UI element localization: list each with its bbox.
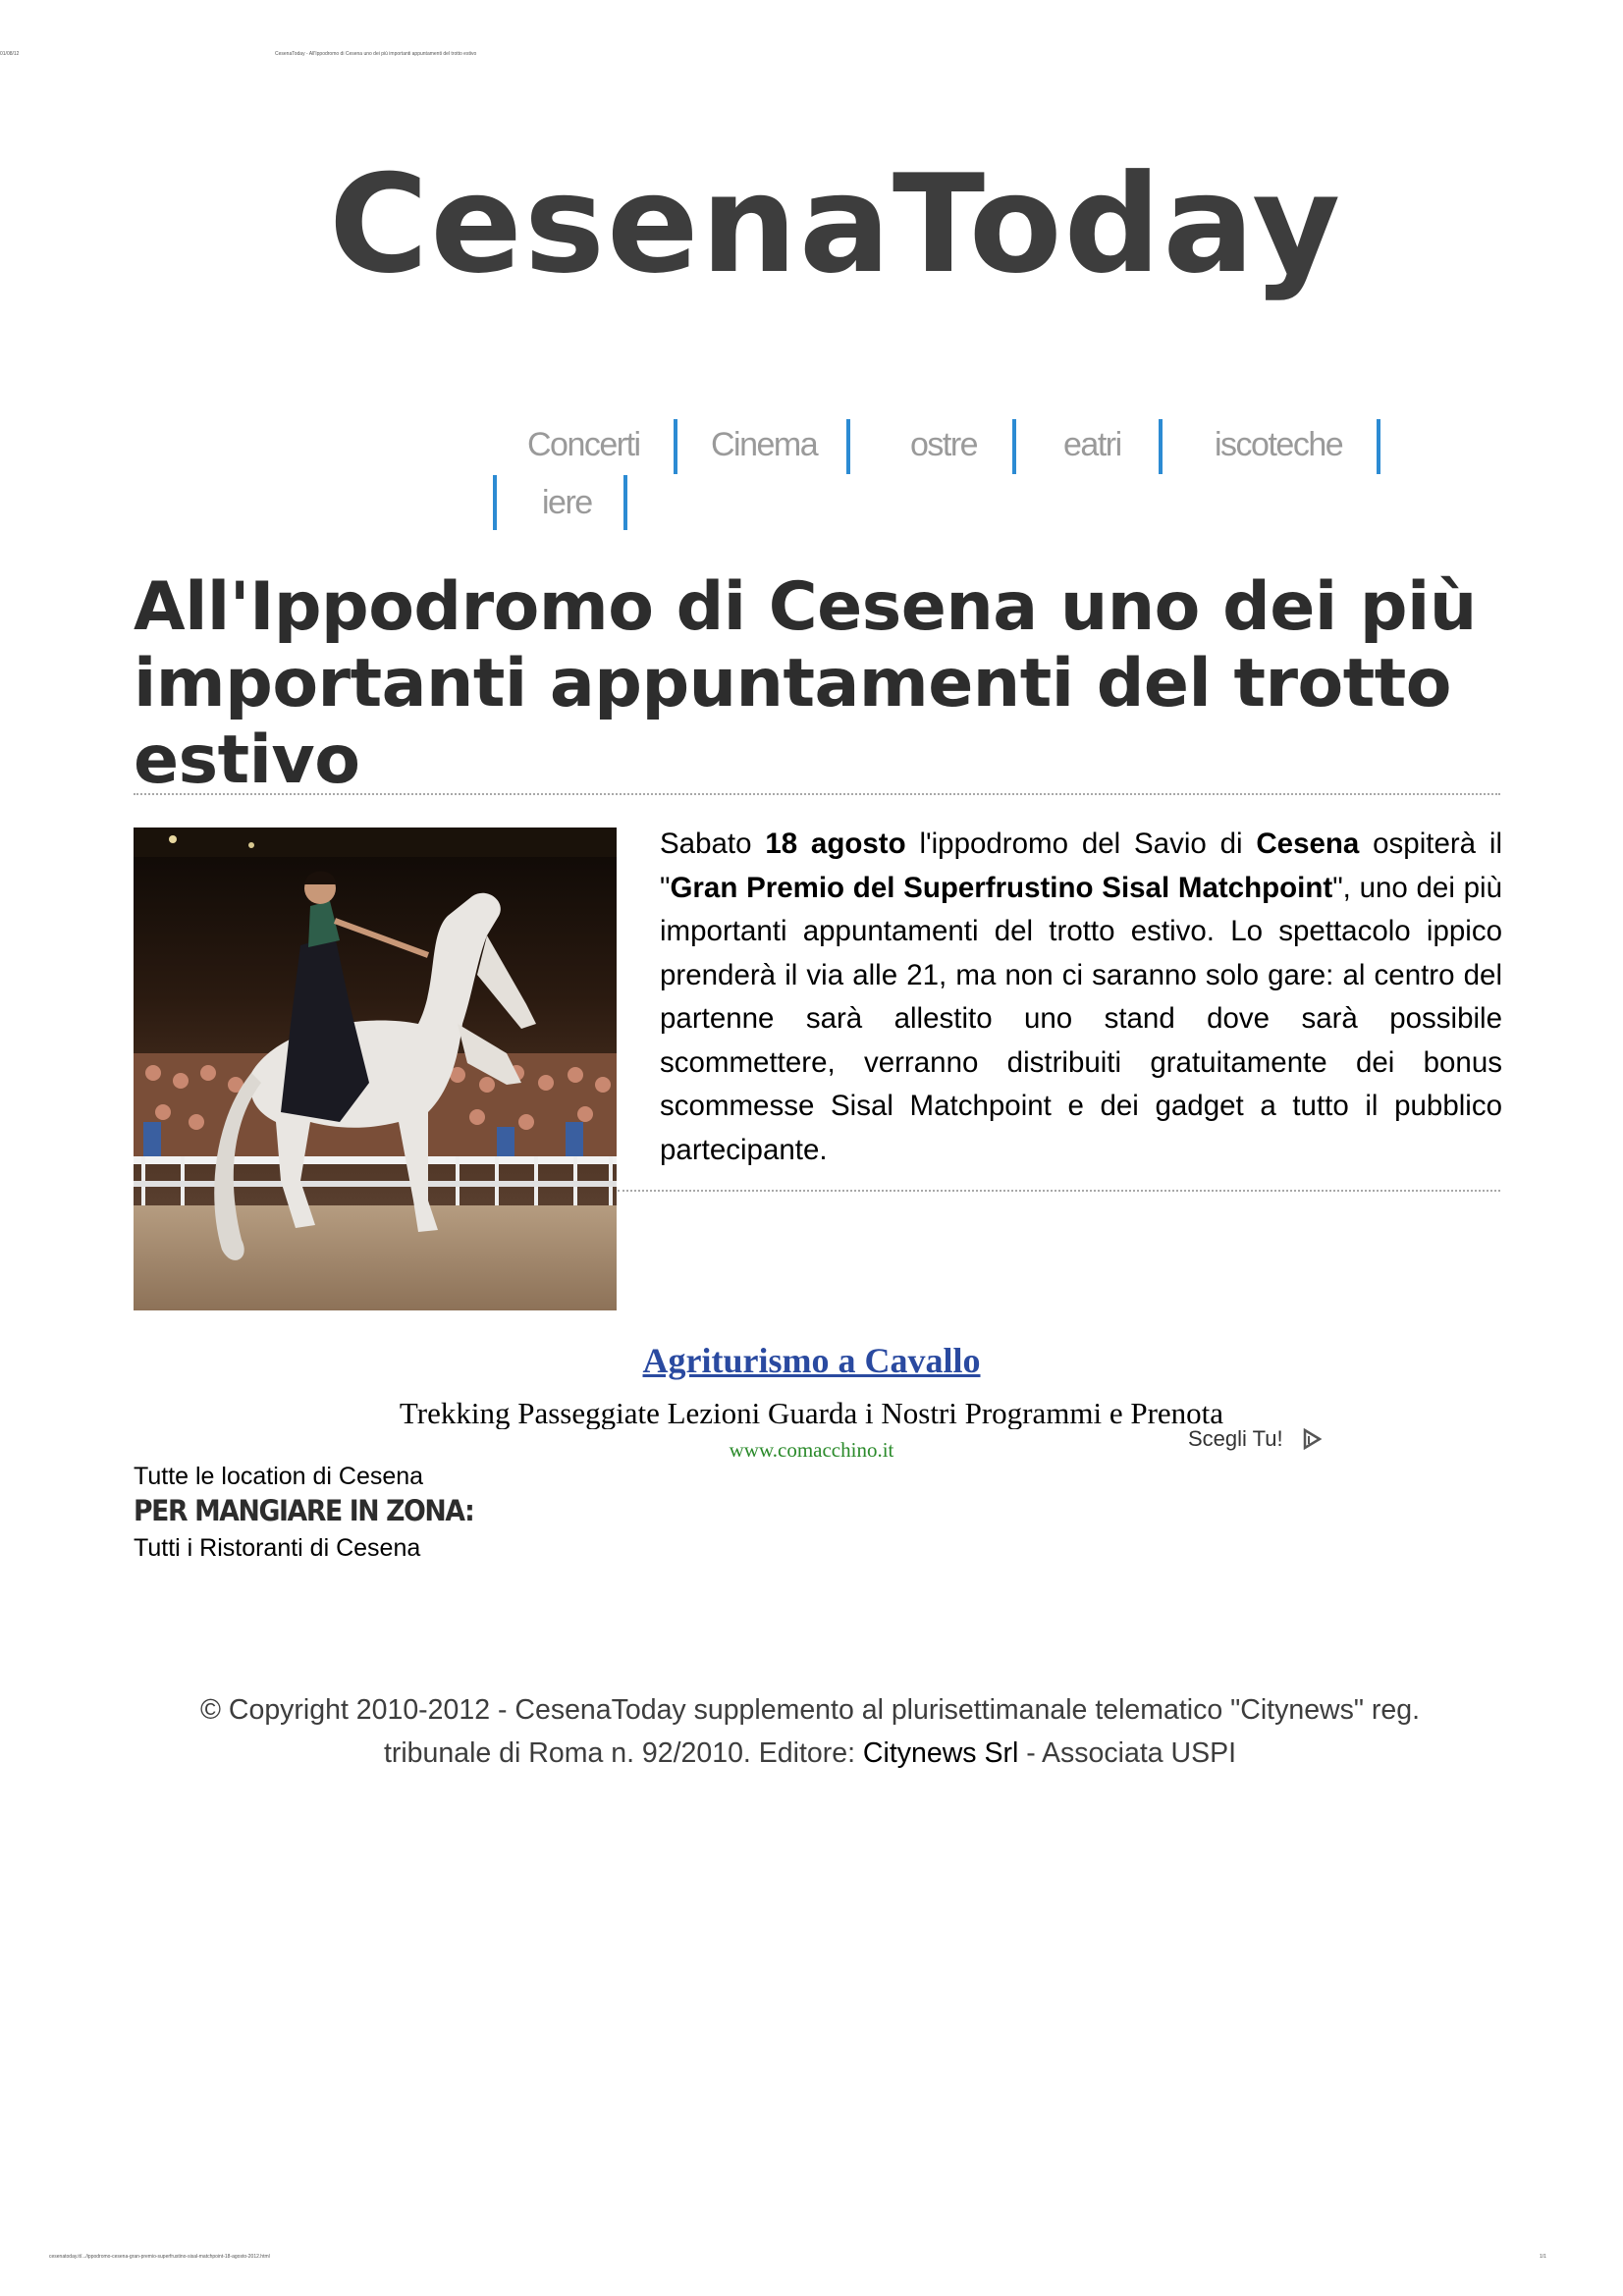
article-headline: All'Ippodromo di Cesena uno dei più importanti appuntamenti del trotto estivo xyxy=(134,568,1477,799)
copyright-notice: © Copyright 2010-2012 - CesenaToday supplemento al plurisettimanale telematico "Citynews" reg. tribunale di Roma n. 92/2010. Editore: Citynews Srl - Associata USPI xyxy=(199,1694,1421,1769)
ad-choices-icon[interactable] xyxy=(1301,1428,1323,1450)
print-title: CesenaToday - All'Ippodromo di Cesena uno dei più importanti appuntamenti del trotto estivo xyxy=(275,51,477,57)
section-heading: PER MANGIARE IN ZONA: xyxy=(134,1494,474,1527)
nav-separator xyxy=(623,475,627,530)
ad-description[interactable]: Trekking Passeggiate Lezioni Guarda i Nostri Programmi e Prenota xyxy=(399,1396,1224,1429)
horse-show-photo xyxy=(134,828,617,1310)
nav-separator xyxy=(1012,419,1016,474)
article-body: Sabato 18 agosto l'ippodromo del Savio di Cesena ospiterà il "Gran Premio del Superfrustino Sisal Matchpoint", uno dei più importanti appuntamenti del trotto estivo. Lo spettacolo ippico prenderà il via alle 21, ma non ci saranno solo gare: al centro del partenne sarà allestito uno stand dove sarà possibile scommettere, verranno distribuiti gratuitamente dei bonus scommesse Sisal Matchpoint e dei gadget a tutto il pubblico partecipante. xyxy=(660,828,1502,1166)
nav-item-fiere[interactable]: iere xyxy=(542,484,592,521)
nav-item-teatri[interactable]: eatri xyxy=(1063,426,1121,463)
nav-separator xyxy=(493,475,497,530)
nav-separator xyxy=(1159,419,1163,474)
city-highlight: Cesena xyxy=(1256,828,1360,860)
publisher-link[interactable]: Citynews Srl xyxy=(862,1737,1019,1769)
article-divider xyxy=(618,1190,1500,1192)
nav-separator xyxy=(1377,419,1380,474)
nav-item-discoteche[interactable]: iscoteche xyxy=(1215,426,1343,463)
nav-separator xyxy=(846,419,850,474)
nav-item-mostre[interactable]: ostre xyxy=(910,426,978,463)
headline-divider xyxy=(134,793,1500,795)
event-highlight: Gran Premio del Superfrustino Sisal Matchpoint xyxy=(670,871,1333,904)
nav-item-concerti[interactable]: Concerti xyxy=(527,426,640,463)
nav-item-cinema[interactable]: Cinema xyxy=(711,426,818,463)
date-highlight: 18 agosto xyxy=(765,828,906,860)
print-date: 01/08/12 xyxy=(0,51,20,57)
print-page-number: 1/1 xyxy=(1540,2254,1546,2260)
ad-title-link[interactable]: Agriturismo a Cavallo xyxy=(642,1341,981,1380)
locations-link[interactable]: Tutte le location di Cesena xyxy=(134,1463,424,1490)
ad-choice-label[interactable]: Scegli Tu! xyxy=(1188,1426,1283,1451)
site-logo[interactable]: CesenaToday xyxy=(329,145,1343,303)
restaurants-link[interactable]: Tutti i Ristoranti di Cesena xyxy=(134,1534,421,1562)
ad-url[interactable]: www.comacchino.it xyxy=(729,1438,894,1462)
print-url: cesenatoday.it/.../ippodromo-cesena-gran-premio-superfrustino-sisal-matchpoint-18-agosto-2012.html xyxy=(49,2254,270,2260)
nav-separator xyxy=(674,419,677,474)
